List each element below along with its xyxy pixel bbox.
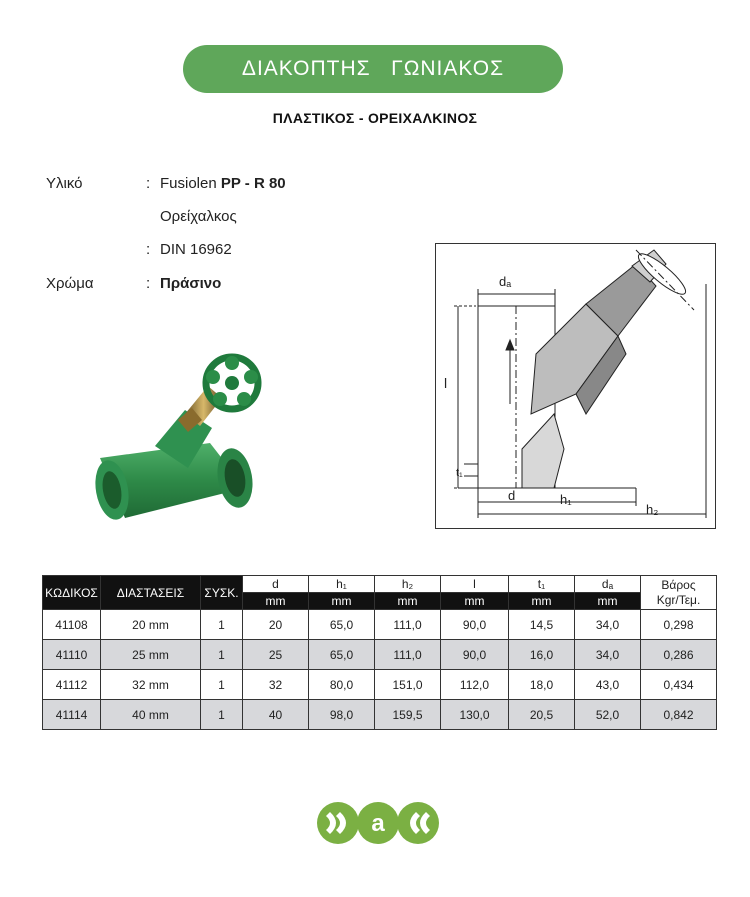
cell-t1: 18,0 — [509, 670, 575, 700]
cell-pack: 1 — [201, 640, 243, 670]
cell-pack: 1 — [201, 670, 243, 700]
cell-weight: 0,286 — [641, 640, 717, 670]
technical-drawing — [435, 243, 716, 529]
table-row — [43, 610, 717, 640]
cell-dimension: 25 mm — [101, 640, 201, 670]
cell-h1: 80,0 — [309, 670, 375, 700]
cell-pack: 1 — [201, 700, 243, 730]
col-header-d: d — [243, 576, 309, 593]
color-label: Χρώμα — [46, 275, 94, 292]
cell-t1: 20,5 — [509, 700, 575, 730]
cell-d: 32 — [243, 670, 309, 700]
col-header-da: dₐ — [575, 576, 641, 593]
material-label: Υλικό — [46, 175, 83, 192]
unit-h2: mm — [375, 593, 441, 610]
unit-l: mm — [441, 593, 509, 610]
cell-da: 34,0 — [575, 640, 641, 670]
drawing-label-d: d — [508, 488, 516, 503]
col-header-code: ΚΩΔΙΚΟΣ — [43, 576, 101, 610]
color-value: Πράσινο — [160, 275, 222, 292]
cell-d: 40 — [243, 700, 309, 730]
cell-dimension: 32 mm — [101, 670, 201, 700]
cell-da: 43,0 — [575, 670, 641, 700]
cell-code: 41114 — [43, 700, 101, 730]
cell-l: 112,0 — [441, 670, 509, 700]
cell-h2: 111,0 — [375, 610, 441, 640]
cell-code: 41108 — [43, 610, 101, 640]
cell-pack: 1 — [201, 610, 243, 640]
standard-colon: : — [146, 241, 151, 258]
material-colon: : — [146, 175, 151, 192]
unit-da: mm — [575, 593, 641, 610]
table-row — [43, 670, 717, 700]
col-header-t1: t₁ — [509, 576, 575, 593]
drawing-label-h2: h₂ — [646, 502, 659, 517]
unit-t1: mm — [509, 593, 575, 610]
col-header-dimensions: ΔΙΑΣΤΑΣΕΙΣ — [101, 576, 201, 610]
page-title: ΔΙΑΚΟΠΤΗΣ ΓΩΝΙΑΚΟΣ — [183, 45, 563, 93]
cell-d: 25 — [243, 640, 309, 670]
material-value-2: Ορείχαλκος — [160, 208, 237, 225]
cell-l: 130,0 — [441, 700, 509, 730]
cell-weight: 0,298 — [641, 610, 717, 640]
cell-d: 20 — [243, 610, 309, 640]
col-header-h1: h₁ — [309, 576, 375, 593]
cell-t1: 14,5 — [509, 610, 575, 640]
col-header-pack: ΣΥΣΚ. — [201, 576, 243, 610]
cell-h2: 159,5 — [375, 700, 441, 730]
col-header-l: l — [441, 576, 509, 593]
cell-l: 90,0 — [441, 610, 509, 640]
page-subtitle: ΠΛΑΣΤΙΚΟΣ - ΟΡΕΙΧΑΛΚΙΝΟΣ — [272, 110, 478, 126]
cell-dimension: 40 mm — [101, 700, 201, 730]
drawing-label-l: l — [444, 375, 448, 391]
cell-h2: 111,0 — [375, 640, 441, 670]
cell-weight: 0,434 — [641, 670, 717, 700]
material-grade: PP - R 80 — [220, 175, 286, 192]
material-prefix: Fusiolen — [160, 175, 221, 192]
standard-value: DIN 16962 — [160, 241, 232, 258]
cell-da: 34,0 — [575, 610, 641, 640]
cell-h2: 151,0 — [375, 670, 441, 700]
drawing-label-da: dₐ — [499, 274, 512, 289]
cell-code: 41112 — [43, 670, 101, 700]
cell-t1: 16,0 — [509, 640, 575, 670]
col-header-weight: Βάρος Kgr/Τεμ. — [641, 576, 717, 610]
cell-weight: 0,842 — [641, 700, 717, 730]
unit-h1: mm — [309, 593, 375, 610]
brand-logo — [316, 800, 440, 846]
cell-l: 90,0 — [441, 640, 509, 670]
drawing-label-t1: t₁ — [456, 467, 463, 479]
table-row — [43, 700, 717, 730]
table-row — [43, 640, 717, 670]
unit-d: mm — [243, 593, 309, 610]
cell-dimension: 20 mm — [101, 610, 201, 640]
product-photo — [60, 328, 310, 548]
cell-h1: 98,0 — [309, 700, 375, 730]
cell-h1: 65,0 — [309, 610, 375, 640]
cell-h1: 65,0 — [309, 640, 375, 670]
cell-code: 41110 — [43, 640, 101, 670]
logo-letter: a — [371, 810, 385, 837]
material-value-1 — [160, 175, 286, 192]
drawing-label-h1: h₁ — [560, 492, 572, 507]
spec-table — [42, 575, 717, 730]
cell-da: 52,0 — [575, 700, 641, 730]
color-colon: : — [146, 275, 151, 292]
col-header-h2: h₂ — [375, 576, 441, 593]
